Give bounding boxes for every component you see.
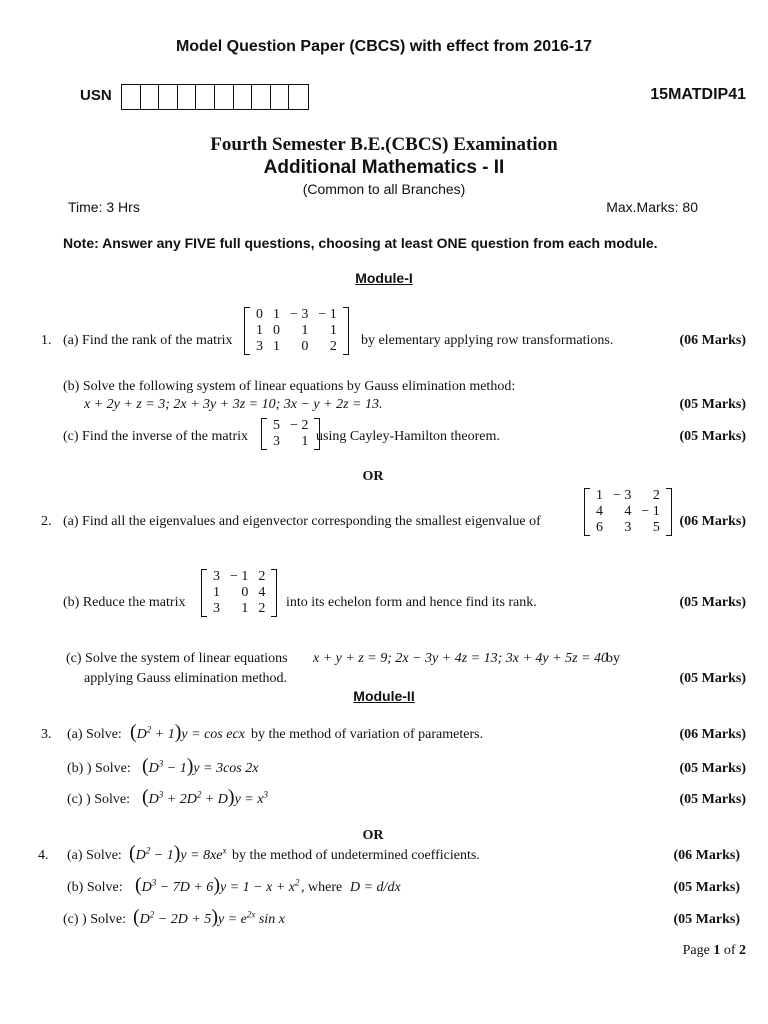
matrix-cell: 1 (256, 323, 263, 338)
module-2-heading: Module-II (353, 688, 415, 704)
common-note: (Common to all Branches) (302, 181, 466, 197)
matrix-cell: 1 (596, 488, 603, 503)
q1-number: 1. (41, 333, 52, 348)
matrix-cell: − 3 (290, 307, 309, 322)
matrix-cell: 3 (213, 601, 220, 616)
q4b-marks: (05 Marks) (673, 880, 740, 895)
matrix-cell: 1 (241, 601, 249, 616)
q2c-marks: (05 Marks) (679, 671, 746, 686)
q3b-marks: (05 Marks) (679, 761, 746, 776)
page-word: Page (682, 943, 710, 958)
matrix-cell: 3 (273, 434, 280, 449)
matrix-cell: 4 (624, 504, 632, 519)
q4c-equation: $(D^2 - 2D + 5)y = e^{2x}$ sin x (133, 906, 285, 928)
instructions-note: Note: Answer any FIVE full questions, choosing at least ONE question from each module. (63, 235, 658, 251)
q3a-equation: $(D^2 + 1)y = \cos$ ecx (130, 721, 245, 743)
q1c-text: (c) Find the inverse of the matrix (63, 429, 249, 444)
q1b-marks: (05 Marks) (679, 397, 746, 412)
q3a-after: by the method of variation of parameters. (251, 727, 484, 742)
matrix-cell: − 1 (318, 307, 337, 322)
matrix-cell: 4 (596, 504, 603, 519)
q2a-text: (a) Find all the eigenvalues and eigenvector corresponding the smallest eigenvalue of (63, 514, 541, 529)
page-number (683, 943, 746, 959)
usn-label: USN (80, 87, 112, 104)
q2a-marks: (06 Marks) (679, 514, 746, 529)
usn-box (196, 85, 215, 109)
q2b-marks: (05 Marks) (679, 595, 746, 610)
q1b-equation: x + 2y + z = 3; 2x + 3y + 3z = 10; 3x − y + 2z = 13. (84, 397, 383, 412)
matrix-cell: − 2 (290, 418, 309, 433)
q2b-text: (b) Reduce the matrix (63, 595, 186, 610)
module-1-heading: Module-I (355, 270, 413, 286)
q4b-operator: D = d/dx (350, 880, 401, 895)
subject-title: Additional Mathematics - II (263, 157, 505, 178)
q3a-marks: (06 Marks) (679, 727, 746, 742)
q1a-matrix (244, 307, 349, 355)
usn-box (178, 85, 197, 109)
q1b-text: (b) Solve the following system of linear equations by Gauss elimination method: (63, 379, 516, 394)
usn-box (122, 85, 141, 109)
q2b-after: into its echelon form and hence find its rank. (286, 595, 537, 610)
q3c-equation: $(D^3 + 2D^2 + D)y = x^3$ (142, 786, 268, 808)
q4a-marks: (06 Marks) (673, 848, 740, 863)
matrix-cell: 0 (273, 323, 280, 338)
matrix-cell: 3 (256, 339, 263, 354)
usn-box (141, 85, 160, 109)
q1c-after: using Cayley-Hamilton theorem. (316, 429, 500, 444)
matrix-cell: 6 (596, 520, 603, 535)
usn-box (234, 85, 253, 109)
usn-boxes (121, 84, 309, 110)
matrix-cell: 3 (624, 520, 632, 535)
max-marks: Max.Marks: 80 (606, 199, 698, 215)
q1a-marks: (06 Marks) (679, 333, 746, 348)
matrix-cell: 4 (258, 585, 266, 600)
exam-title: Fourth Semester B.E.(CBCS) Examination (210, 134, 558, 155)
matrix-cell: 1 (329, 323, 337, 338)
q3c-label: (c) ) Solve: (67, 792, 130, 807)
q4b-equation: $(D^3 - 7D + 6)y = 1 - x + x^2$ (135, 874, 300, 896)
matrix-cell: 1 (273, 339, 280, 354)
matrix-cell: 5 (273, 418, 280, 433)
q1c-marks: (05 Marks) (679, 429, 746, 444)
subject-code: 15MATDIP41 (650, 86, 746, 103)
q2b-matrix (201, 569, 277, 617)
or-separator-2: OR (362, 828, 384, 843)
q1c-matrix (261, 418, 320, 450)
q2c-equation: x + y + z = 9; 2x − 3y + 4z = 13; 3x + 4y + 5z = 40 (313, 651, 608, 666)
matrix-cell: 0 (241, 585, 249, 600)
q4a-label: (a) Solve: (67, 848, 122, 863)
q2c-text: (c) Solve the system of linear equations (66, 651, 288, 666)
matrix-cell: 1 (273, 307, 280, 322)
matrix-cell: 0 (256, 307, 263, 322)
usn-box (252, 85, 271, 109)
usn-box (159, 85, 178, 109)
time-label: Time: 3 Hrs (68, 199, 140, 215)
matrix-cell: 2 (258, 601, 266, 616)
q2c-line2: applying Gauss elimination method. (84, 671, 287, 686)
matrix-cell: 1 (301, 323, 309, 338)
matrix-cell: − 1 (230, 569, 249, 584)
q3c-marks: (05 Marks) (679, 792, 746, 807)
q4a-after: by the method of undetermined coefficients. (232, 848, 480, 863)
matrix-cell: 5 (652, 520, 660, 535)
q4a-equation: $(D^2 - 1)y = 8xe^x$ (129, 842, 227, 864)
page-total: 2 (739, 943, 746, 958)
q4c-label: (c) ) Solve: (63, 912, 126, 927)
matrix-cell: 0 (301, 339, 309, 354)
usn-box (215, 85, 234, 109)
matrix-cell: 2 (329, 339, 337, 354)
q3-number: 3. (41, 727, 52, 742)
q4-number: 4. (38, 848, 49, 863)
q3b-label: (b) ) Solve: (67, 761, 131, 776)
q3a-label: (a) Solve: (67, 727, 122, 742)
q1a-text: (a) Find the rank of the matrix (63, 333, 233, 348)
q4c-marks: (05 Marks) (673, 912, 740, 927)
matrix-cell: 2 (652, 488, 660, 503)
usn-box (289, 85, 308, 109)
matrix-cell: − 3 (613, 488, 632, 503)
q1a-after: by elementary applying row transformations. (361, 333, 614, 348)
matrix-cell: − 1 (641, 504, 660, 519)
q2c-by: by (606, 651, 620, 666)
model-title: Model Question Paper (CBCS) with effect from 2016-17 (175, 38, 593, 55)
page-current: 1 (713, 943, 721, 958)
q4b-label: (b) Solve: (67, 880, 123, 895)
or-separator-1: OR (362, 469, 384, 484)
q3b-equation: $(D^3 - 1)y = 3\cos$ 2x (142, 755, 259, 777)
matrix-cell: 2 (258, 569, 266, 584)
q2-number: 2. (41, 514, 52, 529)
usn-box (271, 85, 290, 109)
q4b-where: , where (301, 880, 343, 895)
matrix-cell: 1 (213, 585, 220, 600)
matrix-cell: 1 (301, 434, 309, 449)
of-word: of (723, 943, 736, 958)
matrix-cell: 3 (213, 569, 220, 584)
q2a-matrix (584, 488, 672, 536)
